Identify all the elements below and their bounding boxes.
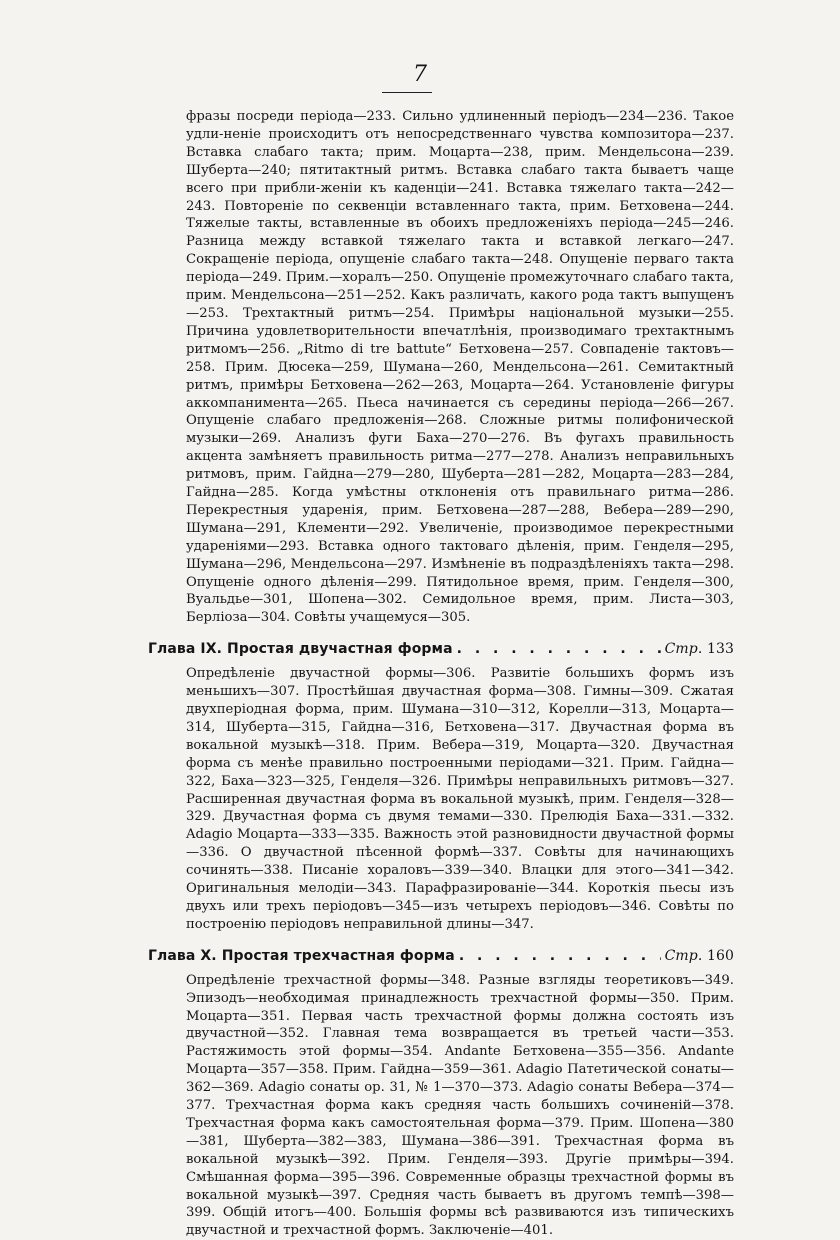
- table-of-contents-text: [148, 108, 734, 1240]
- chapter-x-title: Глава X. Простая трехчастная форма: [148, 947, 455, 964]
- chapter-ix-title: Глава IX. Простая двучастная форма: [148, 641, 453, 658]
- chapter-x-heading: [148, 948, 734, 966]
- chapter-ix-summary: Опредѣленіе двучастной формы—306. Развитіе большихъ формъ изъ меньшихъ—307. Простѣйшая двучастная форма—308. Гимны—309. Сжатая двухперіодная форма, прим. Шумана—310—312, Корелли—313, Моцарта—314, Шуберта—315, Гайдна—316, Бетховена—317. Двучастная форма въ вокальной музыкѣ—318. Прим. Вебера—319, Моцарта—320. Двучастная форма съ менѣе правильно построенными періодами—321. Прим. Гайдна—322, Баха—323—325, Генделя—326. Примѣры неправильныхъ ритмовъ—327. Расширенная двучастная форма въ вокальной музыкѣ, прим. Генделя—328—329. Двучастная форма съ двумя темами—330. Прелюдія Баха—331.—332. Adagio Моцарта—333—335. Важность этой разновидности двучастной формы—336. О двучастной пѣсенной формѣ—337. Совѣты для начинающихъ сочинять—338. Писаніе хораловъ—339—340. Влацки для этого—341—342. Оригинальныя мелодіи—343. Парафразированіе—344. Короткія пьесы изъ двухъ или трехъ періодовъ—345—изъ четырехъ періодовъ—346. Совѣты по построенію періодовъ неправильной длины—347.: [186, 666, 734, 932]
- chapter-x-summary: Опредѣленіе трехчастной формы—348. Разные взгляды теоретиковъ—349. Эпизодъ—необходимая принадлежность трехчастной формы—350. Прим. Моцарта—351. Первая часть трехчастной формы должна состоять изъ двучастной—352. Главная тема возвращается въ третьей части—353. Растяжимость этой формы—354. Andante Бетховена—355—356. Andante Моцарта—357—358. Прим. Гайдна—359—361. Adagio Патетической сонаты—362—369. Adagio сонаты ор. 31, № 1—370—373. Adagio сонаты Вебера—374—377. Трехчастная форма какъ средняя часть большихъ сочиненій—378. Трехчастная форма какъ самостоятельная форма—379. Прим. Шопена—380—381, Шуберта—382—383, Шумана—386—391. Трехчастная форма въ вокальной музыкѣ—392. Прим. Генделя—393. Другіе примѣры—394. Смѣшанная форма—395—396. Современные образцы трехчастной формы въ вокальной музыкѣ—397. Средняя часть бываетъ въ другомъ темпѣ—398—399. Общій итогъ—400. Большія формы всѣ развиваются изъ типическихъ двучастной и трехчастной формъ. Заключеніе—401.: [186, 972, 734, 1239]
- leader-dots: [459, 948, 661, 966]
- chapter-ix-heading: [148, 641, 734, 659]
- chapter-viii-continuation: фразы посреди періода—233. Сильно удлиненный періодъ—234—236. Такое удли-неніе происходитъ отъ непосредственнаго чувства композитора—237. Вставка слабаго такта; прим. Моцарта—238, прим. Мендельсона—239. Шуберта—240; пятитактный ритмъ. Вставка слабаго такта бываетъ чаще всего при прибли-женіи къ каденціи—241. Вставка тяжелаго такта—242—243. Повтореніе по секвенціи вставленнаго такта, прим. Бетховена—244. Тяжелые такты, вставленные въ обоихъ предложеніяхъ періода—245—246. Разница между вставкой тяжелаго такта и вставкой легкаго—247. Сокращеніе періода, опущеніе слабаго такта—248. Опущеніе перваго такта періода—249. Прим.—хоралъ—250. Опущеніе промежуточнаго слабаго такта, прим. Мендельсона—251—252. Какъ различать, какого рода тактъ выпущенъ—253. Трехтактный ритмъ—254. Примѣры національной музыки—255. Причина удовлетворительности впечатлѣнія, производимаго трехтактнымъ ритмомъ—256. „Ritmo di tre battute“ Бетховена—257. Совпаденіе тактовъ—258. Прим. Дюсека—259, Шумана—260, Мендельсона—261. Семитактный ритмъ, примѣры Бетховена—262—263, Моцарта—264. Установленіе фигуры аккомпанимента—265. Пьеса начинается съ середины періода—266—267. Опущеніе слабаго предложенія—268. Сложные ритмы полифонической музыки—269. Анализъ фуги Баха—270—276. Въ фугахъ правильность акцента замѣняетъ правильность ритма—277—278. Анализъ неправильныхъ ритмовъ, прим. Гайдна—279—280, Шуберта—281—282, Моцарта—283—284, Гайдна—285. Когда умѣстны отклоненія отъ правильнаго ритма—286. Перекрестныя ударенія, прим. Бетховена—287—288, Вебера—289—290, Шумана—291, Клементи—292. Увеличеніе, производимое перекрестными удареніями—293. Вставка одного тактоваго дѣленія, прим. Генделя—295, Шумана—296, Мендельсона—297. Измѣненіе въ подраздѣленіяхъ такта—298. Опущеніе одного дѣленія—299. Пятидольное время, прим. Генделя—300, Вуальдье—301, Шопена—302. Семидольное время, прим. Листа—303, Берліоза—304. Совѣты учащемуся—305.: [186, 109, 734, 626]
- page-number-rule: [382, 92, 432, 93]
- chapter-x-page-ref: [665, 948, 734, 966]
- page-number: 7: [413, 62, 427, 87]
- chapter-ix-page: 133: [706, 641, 734, 658]
- page-label: Стр.: [664, 947, 703, 964]
- chapter-x-page: 160: [706, 947, 734, 964]
- leader-dots: [457, 641, 661, 659]
- page-label: Стр.: [664, 641, 703, 658]
- chapter-ix-page-ref: [665, 641, 734, 659]
